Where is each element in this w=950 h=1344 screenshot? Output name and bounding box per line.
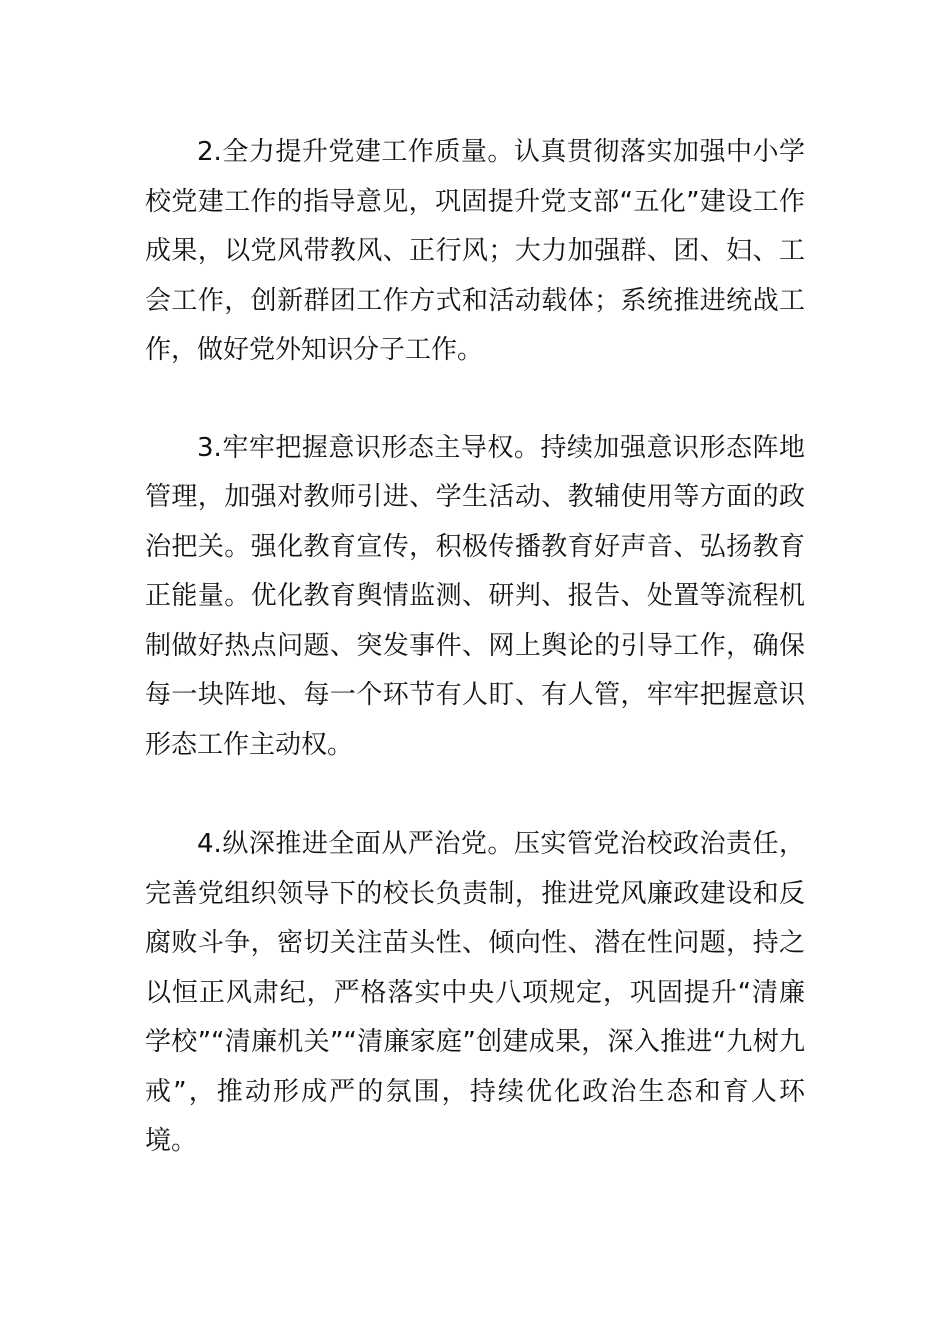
paragraph-strict-governance: 4.纵深推进全面从严治党。压实管党治校政治责任，完善党组织领导下的校长负责制，推进党风廉政建设和反腐败斗争，密切关注苗头性、倾向性、潜在性问题，持之以恒正风肃纪，严格落实中央八项规定，巩固提升“清廉学校”“清廉机关”“清廉家庭”创建成果，深入推进“九树九戒”，推动形成严的氛围，持续优化政治生态和育人环境。 — [145, 829, 805, 1156]
paragraph-ideology: 3.牢牢把握意识形态主导权。持续加强意识形态阵地管理，加强对教师引进、学生活动、教辅使用等方面的政治把关。强化教育宣传，积极传播教育好声音、弘扬教育正能量。优化教育舆情监测、研判、报告、处置等流程机制做好热点问题、突发事件、网上舆论的引导工作，确保每一块阵地、每一个环节有人盯、有人管，牢牢把握意识形态工作主动权。 — [145, 432, 805, 760]
paragraph-party-building: 2.全力提升党建工作质量。认真贯彻落实加强中小学校党建工作的指导意见，巩固提升党支部“五化”建设工作成果，以党风带教风、正行风；大力加强群、团、妇、工会工作，创新群团工作方式和活动载体；系统推进统战工作，做好党外知识分子工作。 — [145, 137, 805, 365]
document-body — [145, 128, 805, 1167]
